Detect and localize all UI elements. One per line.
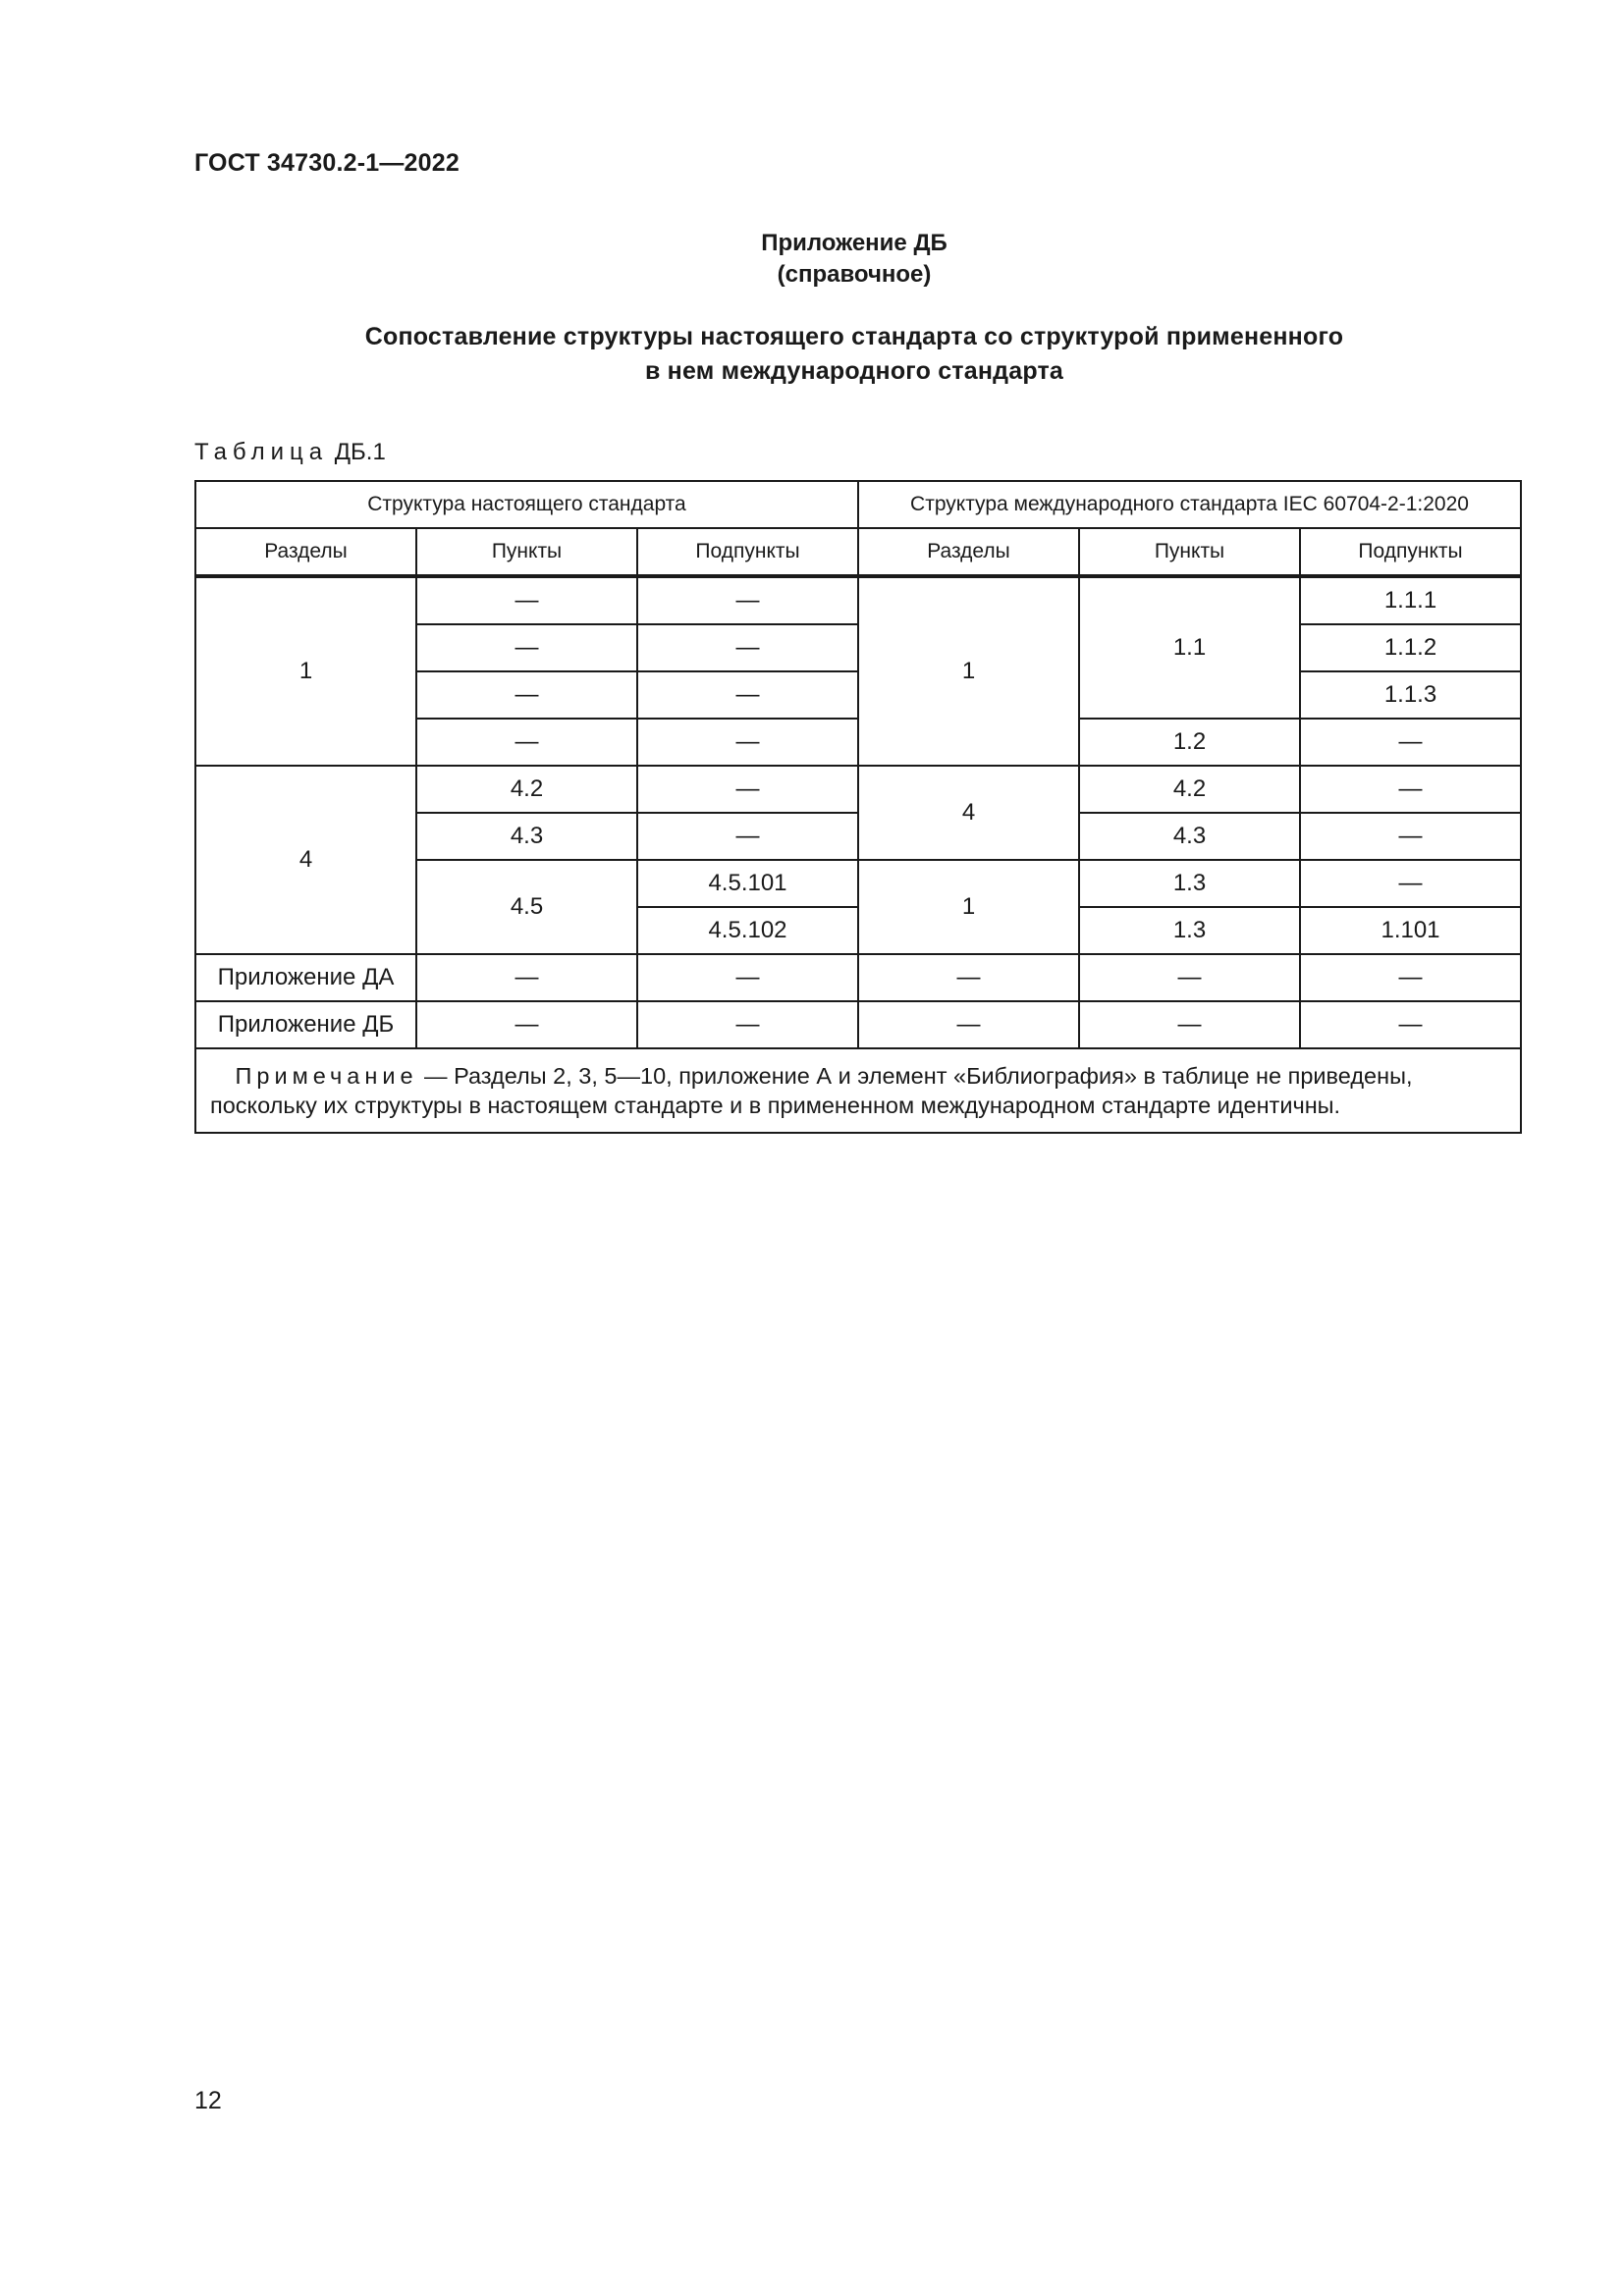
table-cell: — (637, 719, 858, 766)
table-caption-word: Таблица (194, 439, 329, 465)
column-header: Пункты (416, 528, 637, 576)
table-cell: 1.1.1 (1300, 576, 1521, 624)
table-cell: 4.5.102 (637, 907, 858, 954)
table-cell: — (1300, 1001, 1521, 1048)
table-row (195, 766, 1521, 813)
table-cell: 1 (858, 860, 1079, 954)
table-cell: 4.5.101 (637, 860, 858, 907)
table-note-row (195, 1048, 1521, 1133)
group-header-international: Структура международного стандарта IEC 60704-2-1:2020 (858, 481, 1521, 528)
table-cell: — (637, 624, 858, 671)
annex-heading (0, 228, 1624, 291)
table-cell: 1 (195, 576, 416, 766)
table-cell: — (1079, 1001, 1300, 1048)
column-header: Пункты (1079, 528, 1300, 576)
table-cell: — (637, 766, 858, 813)
table-cell: — (1079, 954, 1300, 1001)
table-cell: Приложение ДБ (195, 1001, 416, 1048)
table-cell: 1.1.2 (1300, 624, 1521, 671)
table-cell: 1.2 (1079, 719, 1300, 766)
table-cell: Приложение ДА (195, 954, 416, 1001)
table-cell: 4.3 (1079, 813, 1300, 860)
table-cell: 1.101 (1300, 907, 1521, 954)
table-cell: — (637, 671, 858, 719)
table-cell: — (416, 1001, 637, 1048)
table-cell: — (416, 954, 637, 1001)
column-header: Разделы (858, 528, 1079, 576)
table-cell: 4.3 (416, 813, 637, 860)
column-header: Подпункты (637, 528, 858, 576)
table-cell: — (637, 813, 858, 860)
table-cell: — (858, 954, 1079, 1001)
page-number: 12 (194, 2087, 222, 2114)
table-group-header-row (195, 481, 1521, 528)
table-cell: 1.1.3 (1300, 671, 1521, 719)
table-cell: — (637, 1001, 858, 1048)
table-cell: — (1300, 813, 1521, 860)
column-header: Разделы (195, 528, 416, 576)
table-cell: 4.5 (416, 860, 637, 954)
table-cell: 4 (858, 766, 1079, 860)
table-cell: 1.3 (1079, 860, 1300, 907)
table-cell: — (416, 719, 637, 766)
table-cell: 4.2 (1079, 766, 1300, 813)
table-caption (194, 439, 386, 466)
table-cell: 4 (195, 766, 416, 954)
section-title-line-2: в нем международного стандарта (644, 357, 1064, 385)
note-lead: Примечание (235, 1063, 418, 1089)
table-cell: — (416, 576, 637, 624)
note-text: — Разделы 2, 3, 5—10, приложение А и элемент «Библиография» в таблице не приведены, поскольку их структуры в настоящем стандарте и в примененном международном стандарте идентичны. (210, 1063, 1413, 1118)
table-caption-id: ДБ.1 (334, 439, 386, 465)
table-cell: 1.3 (1079, 907, 1300, 954)
table-cell: — (416, 624, 637, 671)
table-cell: 1.1 (1079, 576, 1300, 719)
table-cell: — (637, 954, 858, 1001)
table-cell: — (416, 671, 637, 719)
table-cell: — (858, 1001, 1079, 1048)
table-note (195, 1048, 1521, 1133)
section-title (0, 320, 1624, 389)
group-header-national: Структура настоящего стандарта (195, 481, 858, 528)
table-cell: — (1300, 860, 1521, 907)
table-cell: — (637, 576, 858, 624)
document-code: ГОСТ 34730.2-1—2022 (194, 149, 460, 177)
table-cell: — (1300, 766, 1521, 813)
table-cell: 4.2 (416, 766, 637, 813)
column-header: Подпункты (1300, 528, 1521, 576)
table-row (195, 954, 1521, 1001)
table-cell: — (1300, 954, 1521, 1001)
annex-status: (справочное) (777, 261, 932, 288)
section-title-line-1: Сопоставление структуры настоящего стандарта со структурой примененного (364, 323, 1344, 350)
comparison-table (194, 480, 1522, 1134)
table-row (195, 1001, 1521, 1048)
table-column-header-row (195, 528, 1521, 576)
table-cell: — (1300, 719, 1521, 766)
annex-title: Приложение ДБ (761, 230, 947, 256)
table-row (195, 576, 1521, 624)
table-cell: 1 (858, 576, 1079, 766)
